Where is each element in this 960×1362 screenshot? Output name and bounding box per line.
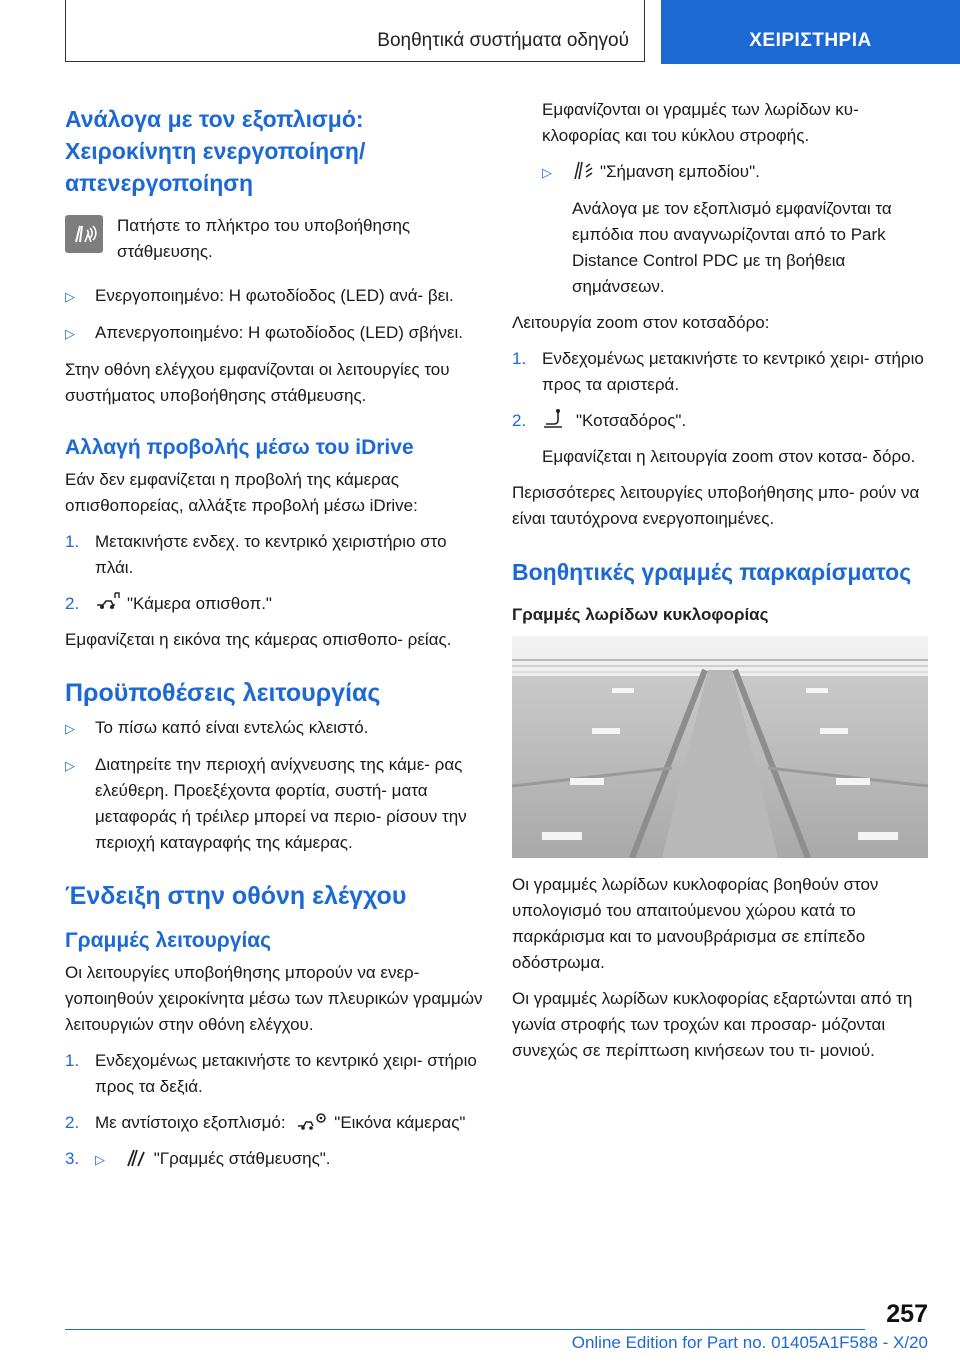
press-button-row xyxy=(65,213,483,265)
continued-paragraph: Εμφανίζονται οι γραμμές των λωρίδων κυ- κλοφορίας και του κύκλου στροφής. xyxy=(542,100,859,145)
list-item-on: ▷ Ενεργοποιημένο: Η φωτοδίοδος (LED) ανά- βει. xyxy=(65,283,483,310)
footer-divider xyxy=(65,1329,865,1330)
section-tab xyxy=(65,0,645,62)
zoom-step-1: 1. Ενδεχομένως μετακινήστε το κεντρικό χειρι- στήριο προς τα αριστερά. xyxy=(512,349,924,394)
lane-lines-illustration xyxy=(512,636,928,858)
press-button-text: Πατήστε το πλήκτρο του υποβοήθησης στάθμευσης. xyxy=(117,216,411,261)
heading-prerequisites: Προϋποθέσεις λειτουργίας xyxy=(65,679,381,707)
view-step-1: 1. Μετακινήστε ενδεχ. το κεντρικό χειριστήριο στο πλάι. xyxy=(65,532,447,577)
camera-view-icon xyxy=(95,591,121,613)
heading-parking-help-lines: Βοηθητικές γραμμές παρκαρίσματος xyxy=(512,559,912,585)
page-header xyxy=(65,0,960,64)
lanes-paragraph-2: Οι γραμμές λωρίδων κυκλοφορίας εξαρτώνται από τη γωνία στροφής των τροχών και προσαρ- μόζονται συνεχώς σε περίπτωση κινήσεων του τι- μονιού. xyxy=(512,989,913,1060)
lines-step-3: 3. ▷ "Γραμμές στάθμευσης". xyxy=(65,1146,483,1173)
parking-lines-icon xyxy=(124,1146,148,1168)
heading-display: Ένδειξη στην οθόνη ελέγχου xyxy=(65,882,407,910)
trailer-hitch-icon xyxy=(542,408,570,430)
heading-change-view: Αλλαγή προβολής μέσω του iDrive xyxy=(65,436,414,459)
chapter-tab xyxy=(661,0,960,64)
footer-edition: Online Edition for Part no. 01405A1F588 - X/20 xyxy=(571,1333,928,1352)
page-number: 257 xyxy=(886,1300,928,1328)
chapter-title: ΧΕΙΡΙΣΤΗΡΙΑ xyxy=(749,30,872,51)
obstacle-marking-icon xyxy=(572,159,594,181)
triangle-bullet: ▷ xyxy=(542,165,552,180)
zoom-result: Εμφανίζεται η λειτουργία zoom στον κοτσα- δόρο. xyxy=(542,447,916,466)
prereq-item-2: ▷ Διατηρείτε την περιοχή ανίχνευσης της κάμε- ρας ελεύθερη. Προεξέχοντα φορτία, συστή- ματα μεταφοράς ή τρέιλερ μπορεί να περιο- ρίσουν την περιοχή καταγραφής της κάμερας. xyxy=(65,752,483,856)
obstacle-paragraph: Ανάλογα με τον εξοπλισμό εμφανίζονται τα εμπόδια που αναγνωρίζονται από το Park Distance Control PDC με τη βοήθεια σημάνσεων. xyxy=(572,199,892,296)
zoom-intro: Λειτουργία zoom στον κοτσαδόρο: xyxy=(512,313,770,332)
view-result: Εμφανίζεται η εικόνα της κάμερας οπισθοπο- ρείας. xyxy=(65,630,452,649)
zoom-step-2: 2. "Κοτσαδόρος". xyxy=(512,408,932,434)
left-column xyxy=(65,103,483,1183)
park-assist-button-icon xyxy=(65,215,103,253)
right-column xyxy=(512,97,932,1074)
triangle-bullet: ▷ xyxy=(65,758,75,773)
heading-lane-lines: Γραμμές λωρίδων κυκλοφορίας xyxy=(512,605,769,624)
heading-function-lines: Γραμμές λειτουργίας xyxy=(65,929,272,952)
lines-step-1: 1. Ενδεχομένως μετακινήστε το κεντρικό χειρι- στήριο προς τα δεξιά. xyxy=(65,1051,477,1096)
section-title: Βοηθητικά συστήματα οδηγού xyxy=(377,30,629,51)
lines-step-2: 2. Με αντίστοιχο εξοπλισμό: "Εικόνα κάμερας" xyxy=(65,1110,483,1136)
list-item-off: ▷ Απενεργοποιημένο: Η φωτοδίοδος (LED) σβήνει. xyxy=(65,320,483,347)
triangle-bullet: ▷ xyxy=(65,289,75,304)
view-step-2: 2. "Κάμερα οπισθοπ." xyxy=(65,591,483,617)
camera-settings-icon xyxy=(296,1110,328,1132)
triangle-bullet: ▷ xyxy=(65,326,75,341)
view-paragraph: Εάν δεν εμφανίζεται η προβολή της κάμερας οπισθοπορείας, αλλάξτε προβολή μέσω iDrive: xyxy=(65,470,418,515)
prereq-item-1: ▷ Το πίσω καπό είναι εντελώς κλειστό. xyxy=(65,715,483,742)
lanes-paragraph-1: Οι γραμμές λωρίδων κυκλοφορίας βοηθούν στον υπολογισμό του απαιτούμενου χώρου κατά το παρκάρισμα και το μανουβράρισμα σε επίπεδο οδόστρωμα. xyxy=(512,875,879,972)
lines-paragraph: Οι λειτουργίες υποβοήθησης μπορούν να ενερ- γοποιηθούν χειροκίνητα μέσω των πλευρικών γραμμών λειτουργιών στην οθόνη ελέγχου. xyxy=(65,963,483,1034)
more-functions-paragraph: Περισσότερες λειτουργίες υποβοήθησης μπο- ρούν να είναι ταυτόχρονα ενεργοποιημένες. xyxy=(512,483,920,528)
functions-paragraph: Στην οθόνη ελέγχου εμφανίζονται οι λειτουργίες του συστήματος υποβοήθησης στάθμευσης. xyxy=(65,360,450,405)
triangle-bullet: ▷ xyxy=(95,1152,105,1167)
obstacle-item: ▷ "Σήμανση εμποδίου". xyxy=(542,159,932,186)
heading-manual-activation: Ανάλογα με τον εξοπλισμό: Χειροκίνητη ενεργοποίηση/ απενεργοποίηση xyxy=(65,106,366,196)
triangle-bullet: ▷ xyxy=(65,721,75,736)
